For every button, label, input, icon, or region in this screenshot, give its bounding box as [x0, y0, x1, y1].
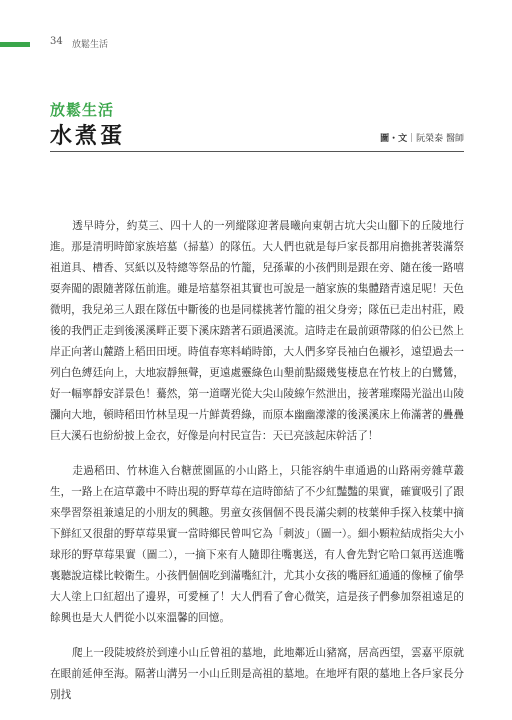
byline-prefix: 圖・文 [380, 134, 408, 144]
byline-author: ｜阮榮泰 醫師 [407, 134, 464, 144]
paragraph-text: 爬上一段陡坡終於到達小山丘曾祖的墓地，此地鄰近山豬窩，居高西望，雲嘉平原就在眼前延伸至海。隔著山溝另一小山丘則是高祖的墓地。在地坪有限的墓地上各戶家長分別找 [50, 647, 464, 701]
paragraph-1 [50, 216, 464, 447]
byline [380, 131, 464, 144]
title-divider [50, 151, 464, 152]
paragraph-text: 走過稻田、竹林進入台糖蔗園區的小山路上，只能容納牛車通過的山路兩旁雜草叢生，一路上在這草叢中不時出現的野草莓在這時節結了不少紅豔豔的果實，確實吸引了跟來學習祭祖兼遠足的小朋友的興趣。男童女孩個個不畏長滿尖刺的枝葉伸手探入枝葉中摘下鮮紅又很甜的野草莓果實一當時鄉民曾叫它為「刺波」（圖一）。細小顆粒結成指尖大小球形的野草莓果實（圖二），一摘下來有人隨即往嘴裏送，有人會先對它哈口氣再送進嘴裏聽說這樣比較衛生。小孩們個個吃到滿嘴紅汁，尤其小女孩的嘴唇紅通通的像極了偷學大人塗上口紅超出了邊界，可愛極了！大人們看了會心微笑，這是孩子們參加祭祖遠足的餘興也是大人們從小以來溫馨的回憶。 [50, 465, 464, 624]
accent-tab [0, 42, 30, 47]
paragraph-3 [50, 643, 464, 706]
article-body [50, 216, 464, 720]
running-header: 放鬆生活 [72, 40, 109, 50]
page-number: 34 [50, 36, 63, 47]
article-title: 水煮蛋 [50, 124, 126, 149]
paragraph-text: 透早時分，約莫三、四十人的一列縱隊迎著晨曦向東朝古坑大尖山腳下的丘陵地行進。那是清明時節家族培墓（掃墓）的隊伍。大人們也就是每戶家長都用肩擔挑著裝滿祭祖道具、槽香、冥紙以及特總等祭品的竹籠，兒孫輩的小孩們則是跟在旁、隨在後一路嘻耍奔闖的跟隨著隊伍前進。雖是培墓祭祖其實也可說是一趟家族的集體踏青遠足呢！天色微明，我兒弟三人跟在隊伍中斷後的也是同樣挑著竹籠的祖父身旁；隊伍已走出村莊，殿後的我們正走到後溪溪畔正要下溪床踏著石頭過溪流。這時走在最前頭帶隊的伯公已然上岸正向著山麓踏上稻田田埂。時值春寒料峭時節，大人們多穿長袖白色襯衫，遠望過去一列白色縛廷向上，大地寂靜無聲，更遠處靈綠色山墾前點綴幾隻棲息在竹枝上的白鷺鷥，好一幅寧靜安詳景色！驀然，第一道曙光從大尖山陵線乍然泄出，接著璀璨陽光溢出山陵瀰向大地，頓時稻田竹林呈現一片鮮黃碧綠，而原本幽幽濛濛的後溪溪床上佈滿著的疊疊巨大溪石也紛紛披上金衣，好像是向村民宣告：天已亮該起床幹活了！ [50, 220, 464, 442]
paragraph-2 [50, 461, 464, 629]
section-label: 放鬆生活 [50, 101, 115, 119]
